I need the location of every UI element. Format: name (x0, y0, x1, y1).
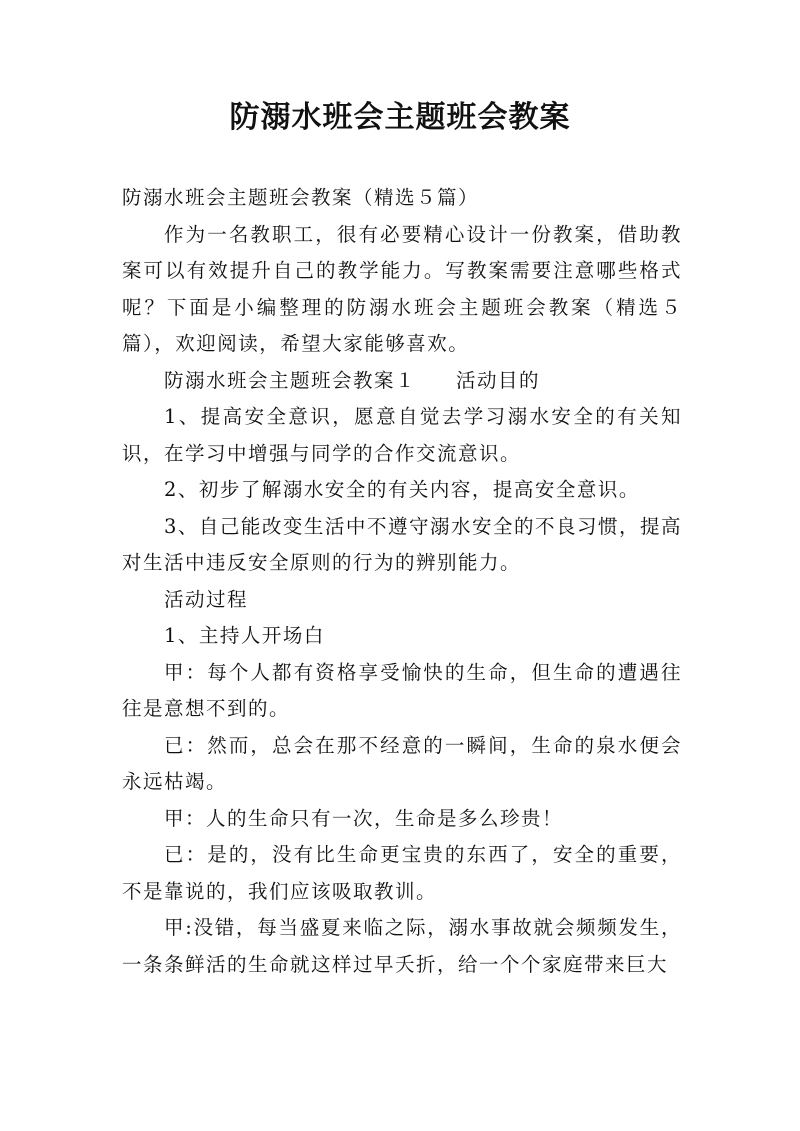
section-heading: 防溺水班会主题班会教案１ (164, 368, 417, 392)
subtitle-paragraph: 防溺水班会主题班会教案（精选５篇） (122, 186, 480, 209)
intro-paragraph: 作为一名教职工，很有必要精心设计一份教案，借助教案可以有效提升自己的教学能力。写教案需要注意哪些格式呢？下面是小编整理的防溺水班会主题班会教案（精选５篇），欢迎阅读，希望大家能够喜欢。 (122, 222, 682, 355)
document-title: 防溺水班会主题班会教案 (229, 100, 571, 135)
process-item-1: 1、主持人开场白 (164, 624, 325, 647)
goal-item-3: 3、自己能改变生活中不遵守溺水安全的不良习惯，提高对生活中违反安全原则的行为的辨别能力。 (122, 514, 682, 574)
process-heading: 活动过程 (164, 587, 249, 611)
dialogue-line-5: 甲:没错，每当盛夏来临之际，溺水事故就会频频发生，一条条鲜活的生命就这样过早夭折，给一个个家庭带来巨大 (122, 916, 682, 976)
document-body (122, 180, 682, 983)
dialogue-line-3: 甲：人的生命只有一次，生命是多么珍贵！ (164, 806, 564, 830)
dialogue-line-4: 已：是的，没有比生命更宝贵的东西了，安全的重要，不是靠说的，我们应该吸取教训。 (122, 843, 682, 903)
goal-item-2: 2、初步了解溺水安全的有关内容，提高安全意识。 (164, 478, 640, 501)
section-subheading: 活动目的 (456, 368, 541, 392)
dialogue-line-1: 甲：每个人都有资格享受愉快的生命，但生命的遭遇往往是意想不到的。 (122, 660, 682, 720)
section-heading-paragraph (122, 363, 682, 400)
goal-item-1: 1、提高安全意识，愿意自觉去学习溺水安全的有关知识，在学习中增强与同学的合作交流意识。 (122, 405, 682, 465)
dialogue-line-2: 已：然而，总会在那不经意的一瞬间，生命的泉水便会永远枯竭。 (122, 733, 682, 793)
